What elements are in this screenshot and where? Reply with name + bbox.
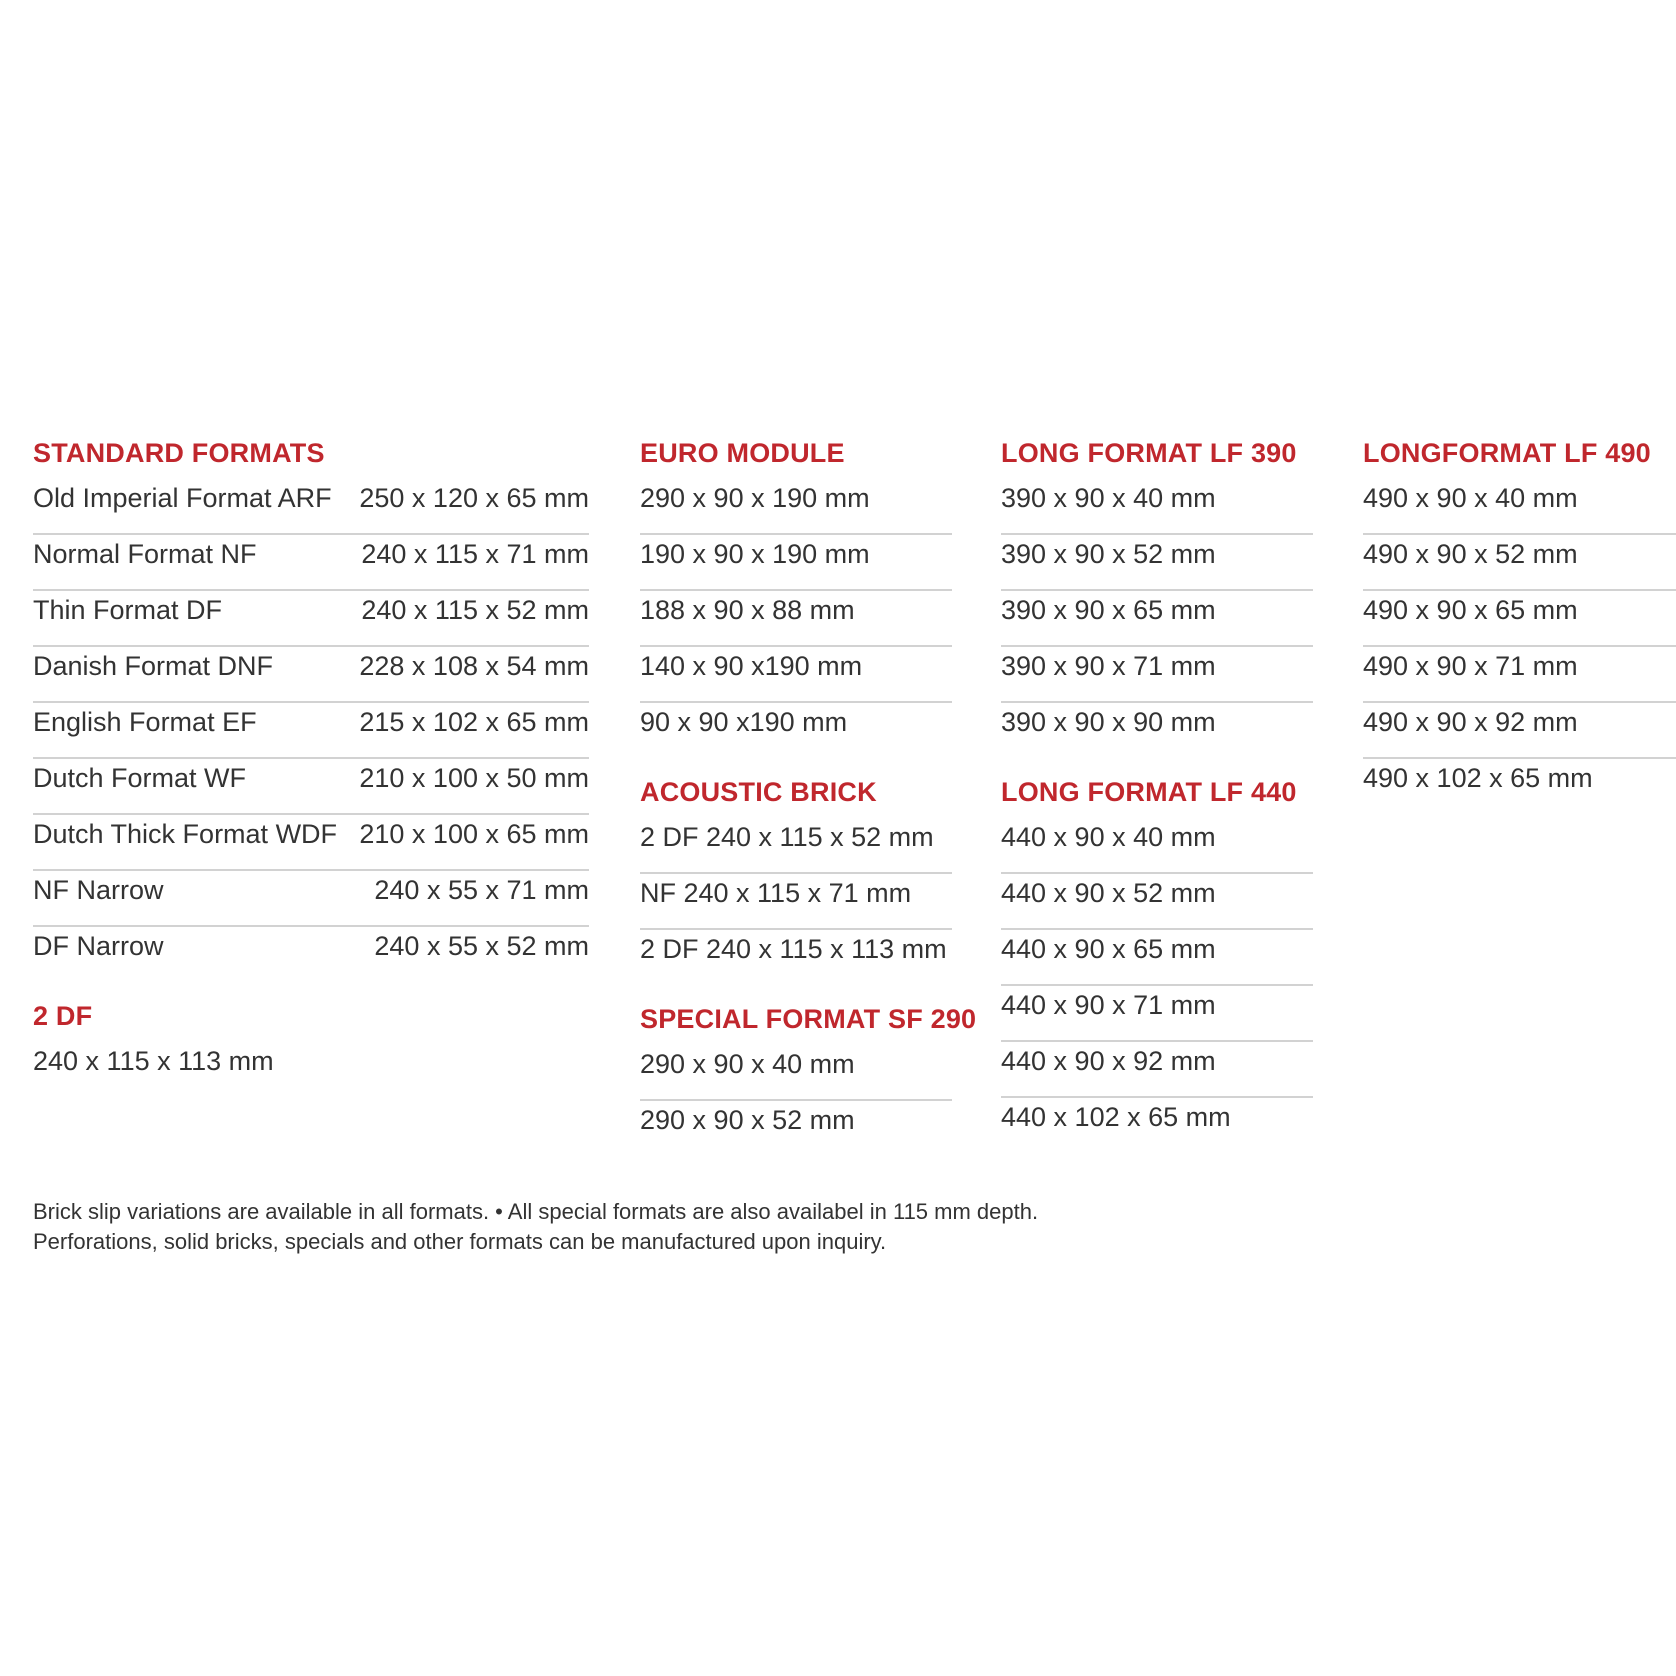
format-name: Thin Format DF — [33, 595, 223, 625]
list-item — [1363, 759, 1676, 815]
list-item — [1001, 930, 1313, 986]
list-item — [1363, 703, 1676, 759]
section-heading-long-format-lf-390: LONG FORMAT LF 390 — [1001, 438, 1297, 468]
format-name: Old Imperial Format ARF — [33, 483, 332, 513]
format-dimensions: 240 x 115 x 71 mm — [361, 539, 589, 569]
format-dimensions: 240 x 55 x 52 mm — [374, 931, 589, 961]
table-row — [33, 927, 589, 983]
table-row — [33, 871, 589, 927]
list-item — [1001, 1098, 1313, 1154]
column-longformat-lf-490 — [1363, 438, 1676, 815]
format-dimensions: 210 x 100 x 50 mm — [359, 763, 589, 793]
format-name: Danish Format DNF — [33, 651, 274, 681]
format-name: Dutch Format WF — [33, 763, 247, 793]
list-item — [1363, 591, 1676, 647]
table-row — [33, 703, 589, 759]
format-dimensions: 390 x 90 x 71 mm — [1001, 651, 1216, 681]
format-dimensions: 390 x 90 x 52 mm — [1001, 539, 1216, 569]
format-name: Normal Format NF — [33, 539, 257, 569]
format-dimensions: 290 x 90 x 190 mm — [640, 483, 870, 513]
list-item — [640, 930, 952, 986]
column-euro-module — [640, 438, 977, 1157]
format-dimensions: 490 x 90 x 52 mm — [1363, 539, 1578, 569]
format-dimensions: 390 x 90 x 65 mm — [1001, 595, 1216, 625]
format-dimensions: 390 x 90 x 40 mm — [1001, 483, 1216, 513]
column-long-format — [1001, 438, 1313, 1154]
format-dimensions: 140 x 90 x190 mm — [640, 651, 863, 681]
table-row — [33, 815, 589, 871]
list-item — [640, 703, 952, 759]
format-dimensions: 490 x 90 x 65 mm — [1363, 595, 1578, 625]
list-item — [1001, 1042, 1313, 1098]
format-dimensions: 250 x 120 x 65 mm — [359, 483, 589, 513]
list-item — [640, 1045, 952, 1101]
section-heading-longformat-lf-490: LONGFORMAT LF 490 — [1363, 438, 1651, 468]
format-dimensions: 440 x 90 x 92 mm — [1001, 1046, 1216, 1076]
list-item — [1001, 818, 1313, 874]
list-item — [1001, 647, 1313, 703]
format-dimensions: 490 x 90 x 92 mm — [1363, 707, 1578, 737]
format-dimensions: 228 x 108 x 54 mm — [359, 651, 589, 681]
list-item — [1001, 703, 1313, 759]
format-dimensions: 440 x 90 x 71 mm — [1001, 990, 1216, 1020]
format-dimensions: 490 x 102 x 65 mm — [1363, 763, 1593, 793]
list-item — [1363, 535, 1676, 591]
format-dimensions: 390 x 90 x 90 mm — [1001, 707, 1216, 737]
format-dimensions: 440 x 90 x 52 mm — [1001, 878, 1216, 908]
format-dimensions: 240 x 115 x 52 mm — [361, 595, 589, 625]
format-dimensions: 290 x 90 x 52 mm — [640, 1105, 855, 1135]
format-dimensions: 2 DF 240 x 115 x 52 mm — [640, 822, 934, 852]
format-dimensions: 188 x 90 x 88 mm — [640, 595, 855, 625]
section-heading-standard-formats: STANDARD FORMATS — [33, 438, 325, 468]
format-dimensions: 290 x 90 x 40 mm — [640, 1049, 855, 1079]
format-dimensions: 440 x 102 x 65 mm — [1001, 1102, 1231, 1132]
list-item — [33, 1042, 589, 1098]
list-item — [640, 874, 952, 930]
list-item — [1001, 591, 1313, 647]
format-dimensions: 440 x 90 x 40 mm — [1001, 822, 1216, 852]
format-name: English Format EF — [33, 707, 257, 737]
format-dimensions: 210 x 100 x 65 mm — [359, 819, 589, 849]
table-row — [33, 759, 589, 815]
list-item — [1363, 479, 1676, 535]
section-heading-2-df: 2 DF — [33, 1001, 93, 1031]
list-item — [1001, 986, 1313, 1042]
list-item — [640, 479, 952, 535]
format-dimensions: NF 240 x 115 x 71 mm — [640, 878, 912, 908]
section-heading-euro-module: EURO MODULE — [640, 438, 845, 468]
list-item — [640, 535, 952, 591]
list-item — [640, 818, 952, 874]
list-item — [640, 647, 952, 703]
footnote-line: Brick slip variations are available in all formats. • All special formats are also availabel in 115 mm depth. — [33, 1199, 1039, 1224]
footnote — [33, 1197, 1038, 1257]
list-item — [1001, 535, 1313, 591]
list-item — [640, 591, 952, 647]
format-name: DF Narrow — [33, 931, 164, 961]
format-dimensions: 2 DF 240 x 115 x 113 mm — [640, 934, 947, 964]
section-heading-acoustic-brick: ACOUSTIC BRICK — [640, 777, 877, 807]
format-dimensions: 240 x 115 x 113 mm — [33, 1046, 274, 1076]
table-row — [33, 591, 589, 647]
table-row — [33, 647, 589, 703]
list-item — [640, 1101, 952, 1157]
format-dimensions: 440 x 90 x 65 mm — [1001, 934, 1216, 964]
footnote-line: Perforations, solid bricks, specials and other formats can be manufactured upon inquiry. — [33, 1229, 887, 1254]
format-dimensions: 190 x 90 x 190 mm — [640, 539, 870, 569]
column-standard-formats — [33, 438, 589, 1098]
list-item — [1363, 647, 1676, 703]
format-dimensions: 240 x 55 x 71 mm — [374, 875, 589, 905]
list-item — [1001, 479, 1313, 535]
format-name: NF Narrow — [33, 875, 164, 905]
table-row — [33, 479, 589, 535]
format-name: Dutch Thick Format WDF — [33, 819, 338, 849]
format-dimensions: 215 x 102 x 65 mm — [359, 707, 589, 737]
format-dimensions: 490 x 90 x 71 mm — [1363, 651, 1578, 681]
table-row — [33, 535, 589, 591]
format-dimensions: 490 x 90 x 40 mm — [1363, 483, 1578, 513]
section-heading-long-format-lf-440: LONG FORMAT LF 440 — [1001, 777, 1297, 807]
two-df-list — [33, 1042, 589, 1098]
format-dimensions: 90 x 90 x190 mm — [640, 707, 848, 737]
standard-formats-list — [33, 479, 589, 983]
list-item — [1001, 874, 1313, 930]
section-heading-special-format-sf-290: SPECIAL FORMAT SF 290 — [640, 1004, 977, 1034]
